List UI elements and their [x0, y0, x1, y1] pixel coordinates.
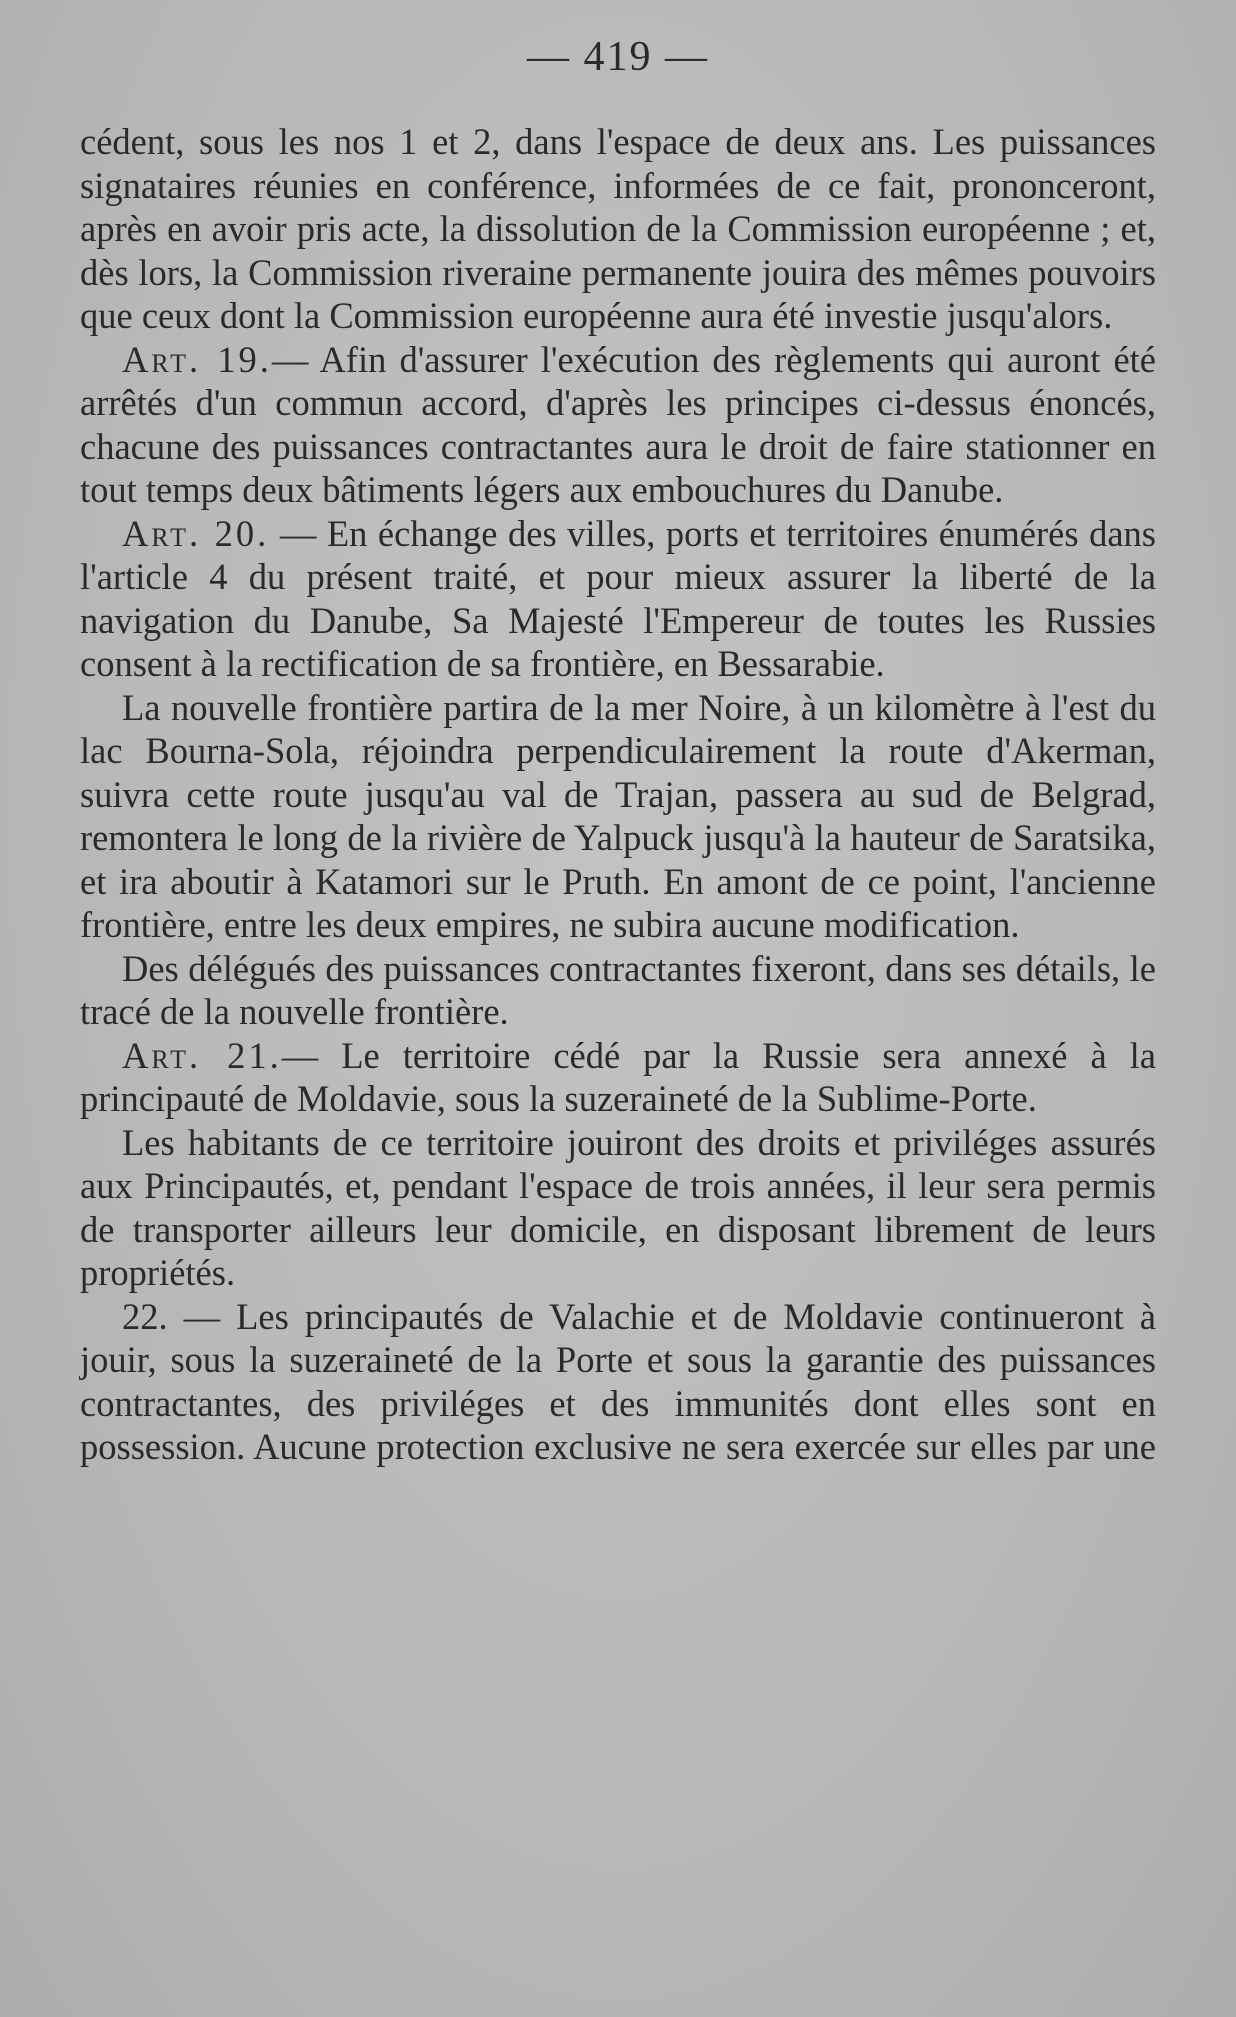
article-label: Art. 20.	[122, 512, 270, 554]
paragraph-frontier	[80, 686, 1156, 947]
article-label: Art. 21.	[122, 1034, 282, 1076]
page-number: — 419 —	[527, 34, 709, 80]
paragraph-text: cédent, sous les nos 1 et 2, dans l'espace de deux ans. Les puissances signataires réunies en conférence, informées de ce fait, prononceront, après en avoir pris acte, la dissolution de la Commission européenne ; et, dès lors, la Commission riveraine permanente jouira des mêmes pouvoirs que ceux dont la Commission européenne aura été investie jusqu'alors.	[80, 121, 1156, 336]
article-label: 22.	[122, 1295, 168, 1337]
article-21	[80, 1034, 1156, 1121]
paragraph-inhabitants	[80, 1121, 1156, 1295]
paragraph-text: Des délégués des puissances contractantes fixeront, dans ses détails, le tracé de la nouvelle frontière.	[80, 947, 1156, 1032]
paragraph-continued	[80, 120, 1156, 338]
paragraph-delegates	[80, 947, 1156, 1034]
paragraph-text: La nouvelle frontière partira de la mer Noire, à un kilomètre à l'est du lac Bourna-Sola, réjoindra perpendiculairement la route d'Akerman, suivra cette route jusqu'au val de Trajan, passera au sud de Belgrad, remontera le long de la rivière de Yalpuck jusqu'à la hauteur de Saratsika, et ira aboutir à Katamori sur le Pruth. En amont de ce point, l'ancienne frontière, entre les deux empires, ne subira aucune modification.	[80, 686, 1156, 945]
paragraph-text: — Afin d'assurer l'exécution des règlements qui auront été arrêtés d'un commun accord, d'après les principes ci-dessus énoncés, chacune des puissances contractantes aura le droit de faire stationner en tout temps deux bâtiments légers aux embouchures du Danube.	[80, 338, 1157, 510]
article-19	[80, 338, 1156, 512]
paragraph-text: — Les principautés de Valachie et de Moldavie continueront à jouir, sous la suzeraineté de la Porte et sous la garantie des puissances contractantes, des priviléges et des immunités dont elles sont en possession. Aucune protection exclusive ne sera exercée sur elles par une	[80, 1295, 1156, 1467]
article-20	[80, 512, 1156, 686]
article-label: Art. 19.	[122, 338, 272, 380]
paragraph-text: — En échange des villes, ports et territoires énumérés dans l'article 4 du présent traité, et pour mieux assurer la liberté de la navigation du Danube, Sa Majesté l'Empereur de toutes les Russies consent à la rectification de sa frontière, en Bessarabie.	[80, 512, 1156, 684]
article-22	[80, 1295, 1156, 1469]
paragraph-text: Les habitants de ce territoire jouiront des droits et priviléges assurés aux Principautés, et, pendant l'espace de trois années, il leur sera permis de transporter ailleurs leur domicile, en disposant librement de leurs propriétés.	[80, 1121, 1156, 1293]
paragraph-text: — Le territoire cédé par la Russie sera annexé à la principauté de Moldavie, sous la suzeraineté de la Sublime-Porte.	[80, 1034, 1156, 1119]
